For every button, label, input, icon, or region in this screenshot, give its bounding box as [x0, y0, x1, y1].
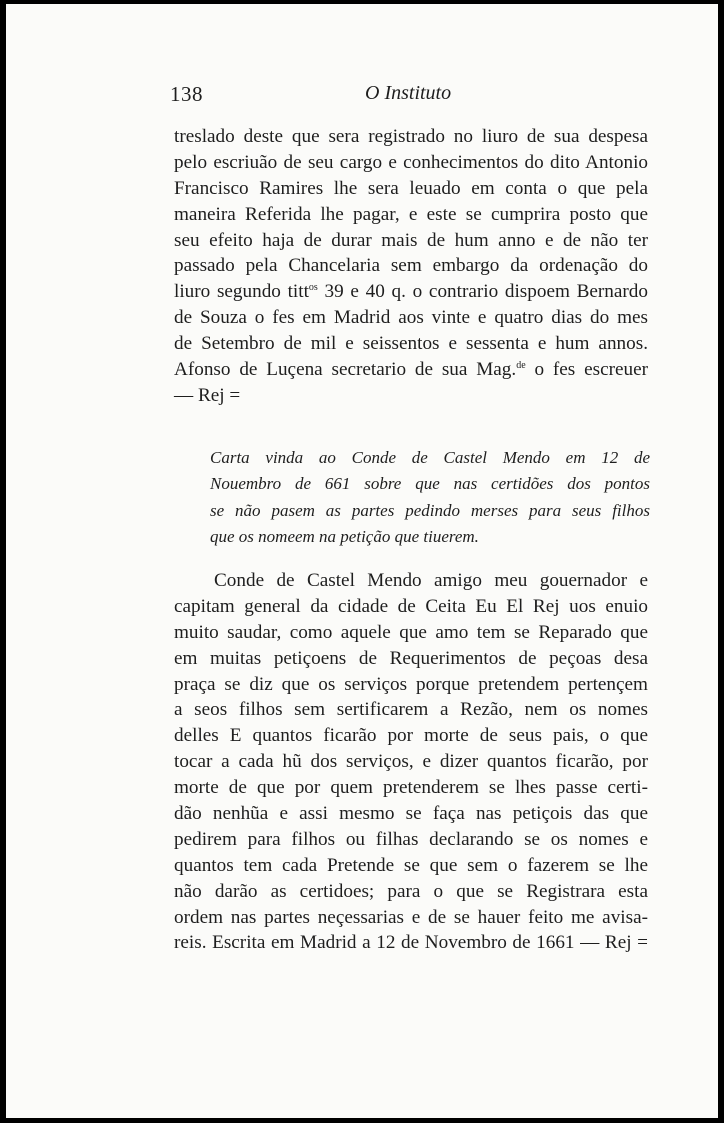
- heading-line: Nouembro de 661 sobre que nas certidões dos pontos: [210, 474, 650, 494]
- text-line: Conde de Castel Mendo amigo meu gouernador e: [214, 570, 648, 591]
- text-line: de Setembro de mil e seissentos e sessenta e hum annos.: [174, 333, 648, 355]
- heading-line: se não pasem as partes pedindo merses para seus filhos: [210, 500, 650, 520]
- text-line: em muitas petiçoens de Requerimentos de peçoas desa: [174, 647, 648, 669]
- text-line: a seos filhos sem sertificarem a Rezão, nem os nomes: [174, 699, 648, 721]
- superscript: de: [516, 360, 526, 372]
- text-line: treslado deste que sera registrado no liuro de sua despesa: [174, 126, 648, 147]
- paragraph-continuation: [174, 124, 648, 409]
- text-line: ordem nas partes neçessarias e de se hauer feito me avisa-: [174, 906, 648, 928]
- section-heading: [210, 445, 650, 550]
- text-line: de Souza o fes em Madrid aos vinte e quatro dias do mes: [174, 307, 648, 329]
- heading-line: que os nomeem na petição que tiuerem.: [210, 526, 479, 546]
- text-segment: liuro segundo titt: [174, 281, 309, 303]
- text-segment: Afonso de Luçena secretario de sua Mag.: [174, 359, 517, 381]
- text-segment: o fes escreuer: [525, 359, 648, 381]
- page-number: 138: [170, 82, 203, 106]
- heading-line: Carta vinda ao Conde de Castel Mendo em 12 de: [210, 448, 650, 467]
- text-line: [174, 279, 648, 305]
- text-segment: 39 e 40 q. o contrario dispoem Bernardo: [317, 281, 648, 303]
- text-line: tocar a cada hũ dos serviços, e dizer quantos ficarão, por: [174, 751, 648, 773]
- text-line: Francisco Ramires lhe sera leuado em conta o que pela: [174, 177, 648, 199]
- text-line: muito saudar, como aquele que amo tem se Reparado que: [174, 621, 648, 643]
- text-line: pelo escriuão de seu cargo e conhecimentos do dito Antonio: [174, 151, 648, 173]
- text-line: passado pela Chancelaria sem embargo da ordenação do: [174, 255, 648, 277]
- running-header: [170, 82, 650, 112]
- text-line: morte de que por quem pretenderem se lhes passe certi-: [174, 777, 648, 799]
- text-line: pedirem para filhos ou filhas declarando se os nomes e: [174, 828, 648, 850]
- text-line: capitam general da cidade de Ceita Eu El Rej uos enuio: [174, 595, 648, 617]
- letter-paragraph: [174, 568, 648, 956]
- superscript: os: [308, 282, 318, 294]
- text-line: delles E quantos ficarão por morte de seus pais, o que: [174, 725, 648, 747]
- text-line: [174, 357, 648, 383]
- running-title: O Instituto: [365, 82, 452, 104]
- text-line: dão nenhũa e assi mesmo se faça nas petiçois das que: [174, 803, 648, 825]
- text-line: quantos tem cada Pretende se que sem o fazerem se lhe: [174, 854, 648, 876]
- text-line: maneira Referida lhe pagar, e este se cumprira posto que: [174, 203, 648, 225]
- text-line: — Rej =: [174, 384, 241, 406]
- text-line: não darão as certidoes; para o que se Registrara esta: [174, 880, 648, 902]
- text-line: seu efeito haja de durar mais de hum anno e de não ter: [174, 229, 648, 251]
- text-line: reis. Escrita em Madrid a 12 de Novembro de 1661 — Rej =: [174, 932, 648, 954]
- document-page: [6, 4, 718, 1118]
- text-line: praça se diz que os serviços porque pretendem pertençem: [174, 673, 648, 695]
